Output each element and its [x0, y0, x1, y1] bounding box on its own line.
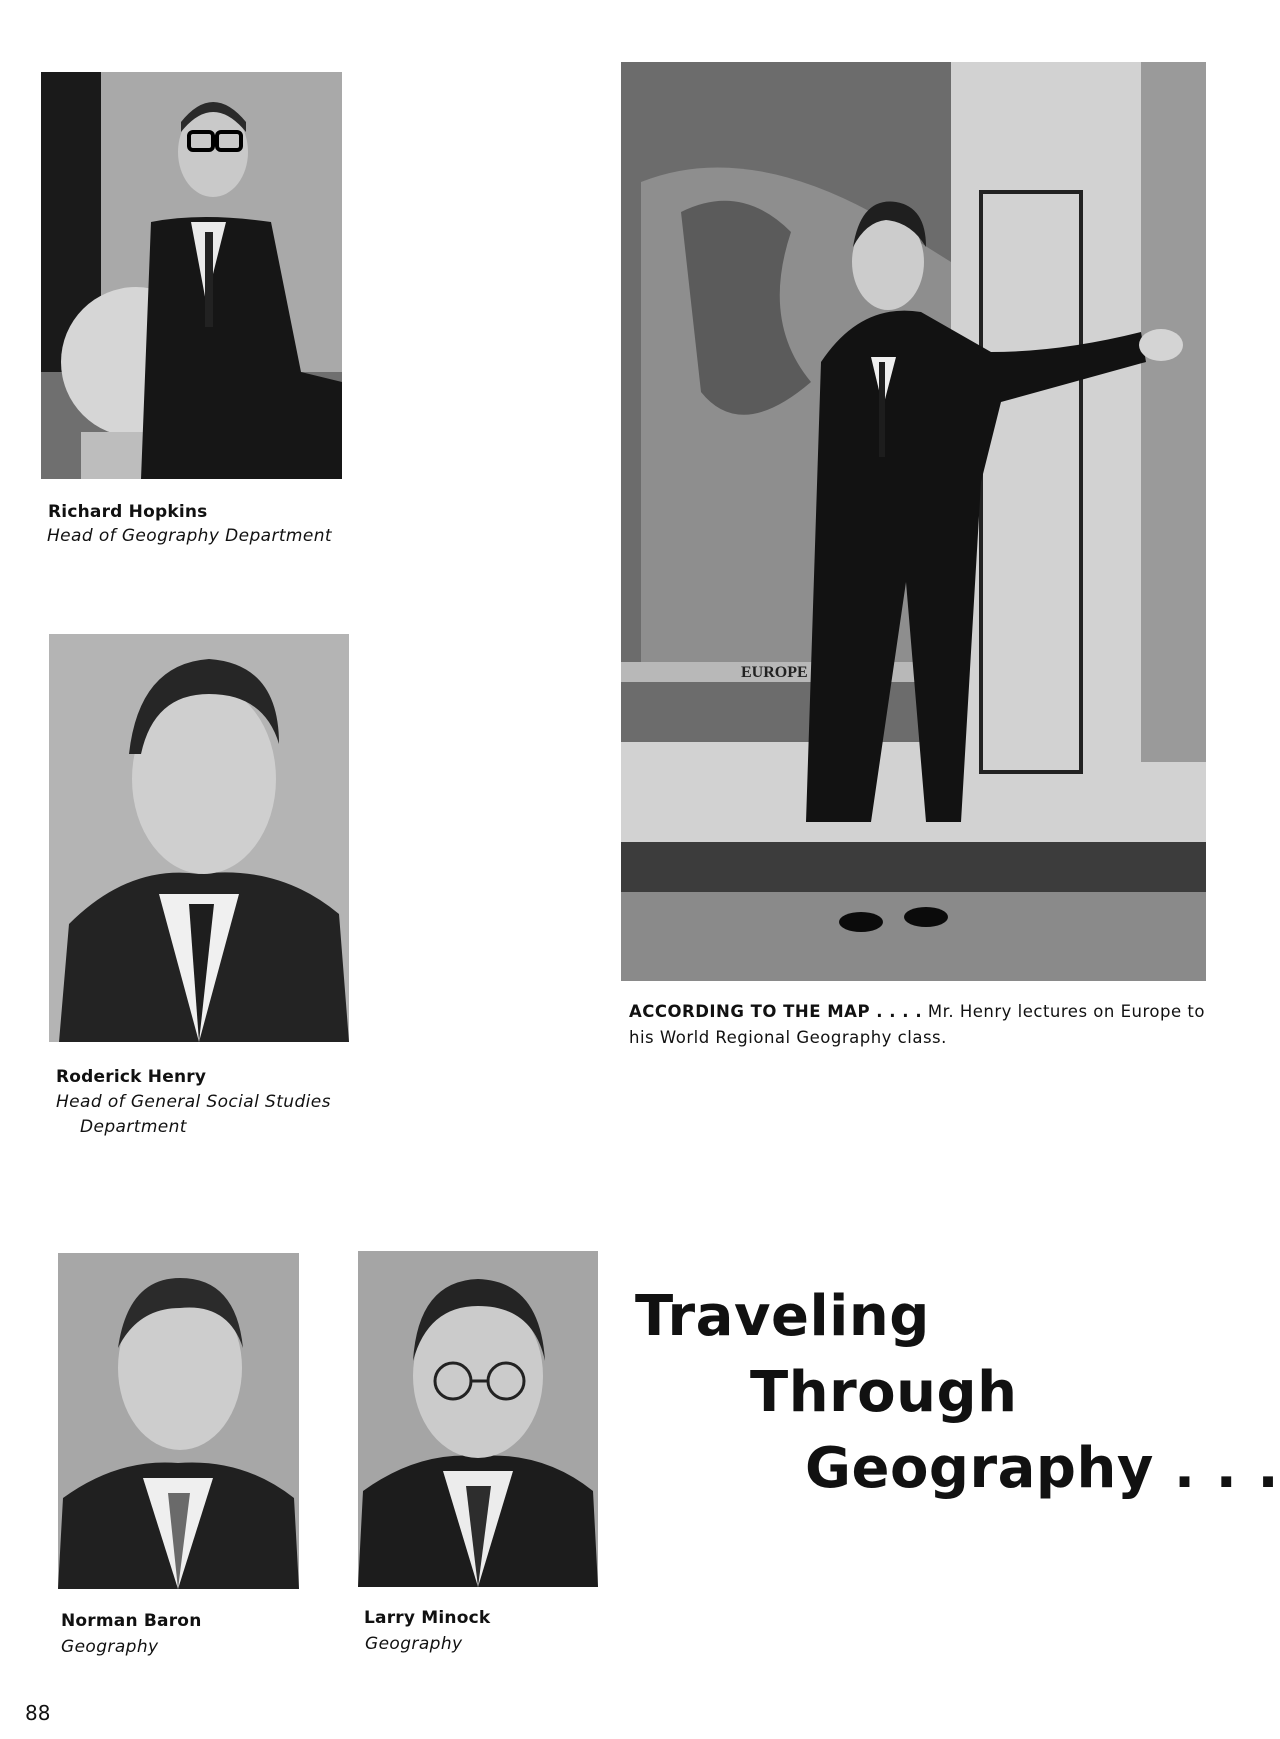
- lecture-caption: [629, 999, 1219, 1051]
- person-role: Geography: [365, 1634, 463, 1654]
- person-role: Head of Geography Department: [47, 526, 332, 546]
- person-name: Norman Baron: [61, 1611, 202, 1631]
- page-title-line-2: Through: [750, 1360, 1018, 1425]
- map-label: EUROPE: [741, 664, 808, 681]
- person-name: Richard Hopkins: [48, 502, 208, 522]
- portrait-larry-minock: [358, 1251, 598, 1587]
- person-name: Larry Minock: [364, 1608, 491, 1628]
- page-title-line-1: Traveling: [635, 1284, 930, 1349]
- caption-lead: ACCORDING TO THE MAP . . . .: [629, 1002, 923, 1021]
- portrait-roderick-henry: [49, 634, 349, 1042]
- portrait-richard-hopkins: [41, 72, 342, 479]
- person-role: Geography: [61, 1637, 159, 1657]
- person-role-continued: Department: [80, 1117, 187, 1137]
- page-number: 88: [25, 1701, 51, 1725]
- page-title-line-3: Geography . . .: [805, 1436, 1280, 1501]
- person-role: Head of General Social Studies: [56, 1092, 331, 1112]
- portrait-norman-baron: [58, 1253, 299, 1589]
- person-name: Roderick Henry: [56, 1067, 207, 1087]
- caption-text: Mr. Henry lectures on Europe to his World Regional Geography class.: [629, 1002, 1205, 1047]
- lecture-photo: [621, 62, 1206, 981]
